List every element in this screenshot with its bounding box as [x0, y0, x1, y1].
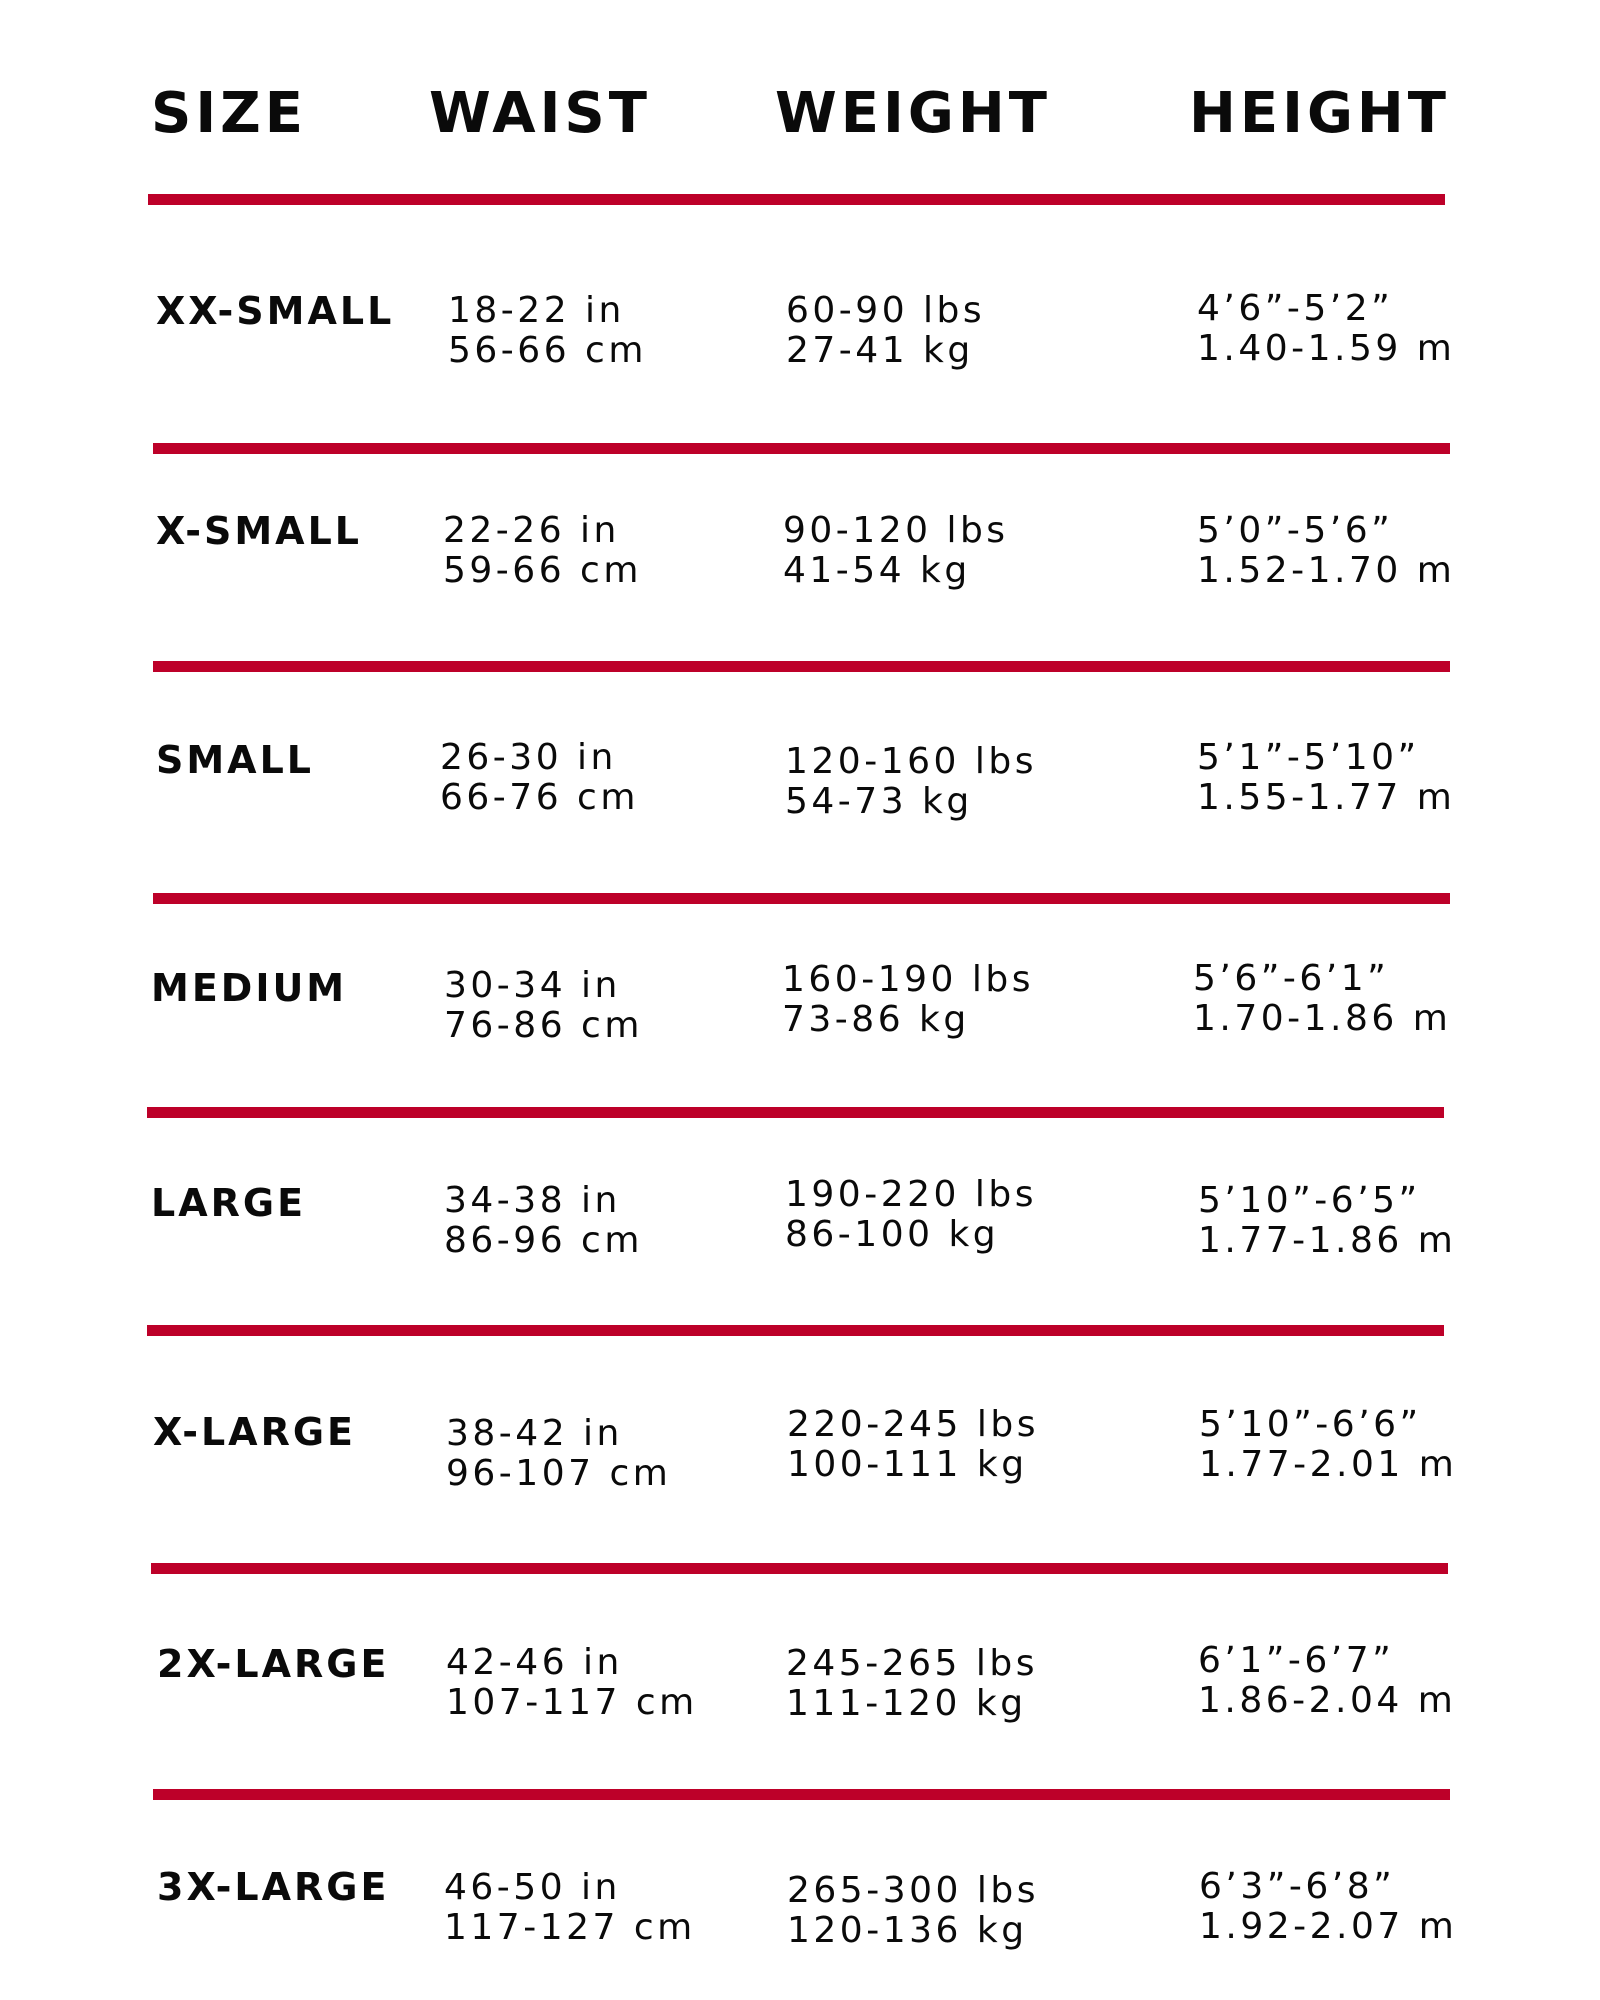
waist-in: 18-22 in — [448, 290, 625, 331]
waist-cell — [443, 511, 642, 591]
size-label: 2X-LARGE — [157, 1642, 390, 1686]
size-label: SMALL — [156, 738, 315, 782]
header-height: HEIGHT — [1189, 81, 1450, 146]
divider-row-4 — [147, 1107, 1444, 1118]
height-ft: 5’6”-6’1” — [1193, 958, 1390, 999]
height-ft: 5’10”-6’5” — [1198, 1180, 1421, 1221]
weight-kg: 120-136 kg — [787, 1910, 1028, 1951]
height-m: 1.70-1.86 m — [1193, 998, 1452, 1039]
weight-cell — [782, 960, 1034, 1040]
weight-kg: 73-86 kg — [782, 999, 970, 1040]
weight-lbs: 60-90 lbs — [786, 290, 986, 331]
divider-row-2 — [153, 661, 1450, 672]
waist-cell — [448, 291, 647, 371]
divider-header — [148, 194, 1445, 205]
height-ft: 6’3”-6’8” — [1199, 1866, 1396, 1907]
header-waist: WAIST — [429, 81, 651, 146]
height-m: 1.86-2.04 m — [1198, 1680, 1457, 1721]
waist-in: 38-42 in — [446, 1413, 623, 1454]
weight-kg: 86-100 kg — [785, 1214, 1000, 1255]
waist-cell — [446, 1414, 671, 1494]
weight-kg: 27-41 kg — [786, 330, 974, 371]
waist-cm: 56-66 cm — [448, 330, 647, 371]
weight-kg: 111-120 kg — [786, 1683, 1027, 1724]
waist-in: 22-26 in — [443, 510, 620, 551]
height-cell — [1197, 289, 1455, 369]
weight-kg: 100-111 kg — [787, 1444, 1028, 1485]
weight-lbs: 245-265 lbs — [786, 1643, 1038, 1684]
waist-in: 34-38 in — [444, 1180, 621, 1221]
header-size: SIZE — [151, 81, 308, 146]
waist-cm: 107-117 cm — [446, 1682, 698, 1723]
waist-cm: 59-66 cm — [443, 550, 642, 591]
weight-cell — [785, 1175, 1037, 1255]
waist-cell — [444, 966, 643, 1046]
weight-lbs: 160-190 lbs — [782, 959, 1034, 1000]
divider-row-7 — [153, 1789, 1450, 1800]
waist-cm: 76-86 cm — [444, 1005, 643, 1046]
height-cell — [1197, 511, 1455, 591]
weight-lbs: 190-220 lbs — [785, 1174, 1037, 1215]
height-ft: 5’0”-5’6” — [1197, 510, 1394, 551]
divider-row-6 — [151, 1563, 1448, 1574]
height-ft: 6’1”-6’7” — [1198, 1640, 1395, 1681]
height-ft: 5’1”-5’10” — [1197, 737, 1420, 778]
waist-cm: 86-96 cm — [444, 1220, 643, 1261]
size-label: XX-SMALL — [156, 289, 395, 333]
height-cell — [1193, 959, 1451, 1039]
height-cell — [1198, 1181, 1456, 1261]
height-m: 1.77-2.01 m — [1199, 1444, 1458, 1485]
size-label: LARGE — [151, 1181, 307, 1225]
waist-cm: 66-76 cm — [440, 777, 639, 818]
waist-in: 26-30 in — [440, 737, 617, 778]
weight-kg: 41-54 kg — [783, 550, 971, 591]
height-m: 1.52-1.70 m — [1197, 550, 1456, 591]
height-cell — [1198, 1641, 1456, 1721]
height-m: 1.40-1.59 m — [1197, 328, 1456, 369]
waist-cell — [444, 1181, 643, 1261]
divider-row-3 — [153, 893, 1450, 904]
height-m: 1.92-2.07 m — [1199, 1906, 1458, 1947]
waist-in: 30-34 in — [444, 965, 621, 1006]
header-weight: WEIGHT — [775, 81, 1051, 146]
weight-lbs: 265-300 lbs — [787, 1870, 1039, 1911]
size-label: MEDIUM — [151, 966, 348, 1010]
waist-cm: 117-127 cm — [444, 1907, 696, 1948]
waist-in: 46-50 in — [444, 1867, 621, 1908]
height-m: 1.77-1.86 m — [1198, 1220, 1457, 1261]
weight-cell — [787, 1871, 1039, 1951]
weight-lbs: 220-245 lbs — [787, 1404, 1039, 1445]
weight-cell — [787, 1405, 1039, 1485]
weight-kg: 54-73 kg — [785, 781, 973, 822]
weight-lbs: 90-120 lbs — [783, 510, 1009, 551]
divider-row-1 — [153, 443, 1450, 454]
size-label: 3X-LARGE — [157, 1865, 390, 1909]
height-m: 1.55-1.77 m — [1197, 777, 1456, 818]
height-cell — [1199, 1405, 1457, 1485]
waist-in: 42-46 in — [446, 1642, 623, 1683]
waist-cell — [444, 1868, 696, 1948]
height-ft: 4’6”-5’2” — [1197, 288, 1394, 329]
size-label: X-LARGE — [153, 1410, 357, 1454]
weight-cell — [785, 742, 1037, 822]
weight-lbs: 120-160 lbs — [785, 741, 1037, 782]
divider-row-5 — [147, 1325, 1444, 1336]
size-label: X-SMALL — [156, 509, 362, 553]
weight-cell — [786, 291, 985, 371]
weight-cell — [786, 1644, 1038, 1724]
height-cell — [1199, 1867, 1457, 1947]
height-cell — [1197, 738, 1455, 818]
waist-cell — [440, 738, 639, 818]
waist-cm: 96-107 cm — [446, 1453, 672, 1494]
waist-cell — [446, 1643, 698, 1723]
weight-cell — [783, 511, 1009, 591]
height-ft: 5’10”-6’6” — [1199, 1404, 1422, 1445]
